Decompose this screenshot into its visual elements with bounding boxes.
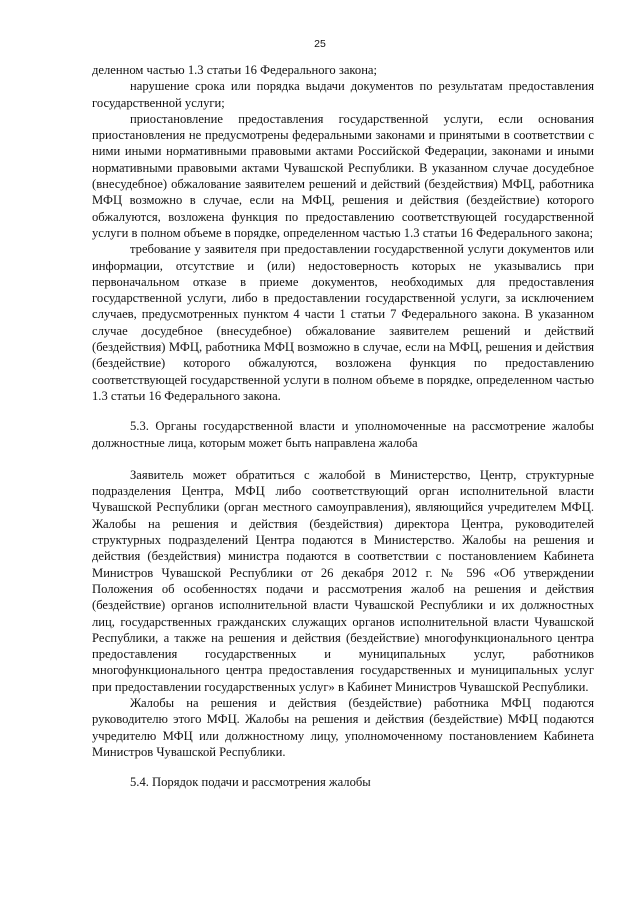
section-5-3-heading: 5.3. Органы государственной власти и уполномоченные на рассмотрение жалобы должностные лица, которым может быть направлена жалоба [92,419,594,450]
spacer [92,451,594,467]
section-5-3-paragraph-applicant: Заявитель может обратиться с жалобой в Министерство, Центр, структурные подразделения Центра, МФЦ либо соответствующий орган исполнительной власти Чувашской Республики (орган местного самоуправления), являющийся учредителем МФЦ. Жалобы на решения и действия (бездействия) директора Центра, руководителей структурных подразделений Центра подаются в Министерство. Жалобы на решения и действия (бездействия) министра подаются в соответствии с постановлением Кабинета Министров Чувашской Республики от 26 декабря 2012 г. № 596 «Об утверждении Положения об особенностях подачи и рассмотрения жалоб на решения и действия (бездействие) органов исполнительной власти Чувашской Республики и их должностных лиц, государственных гражданских служащих органов исполнительной власти Чувашской Республики, а также на решения и действия (бездействие) многофункционального центра предоставления государственных и муниципальных услуг, работников многофункционального центра предоставления государственных и муниципальных услуг при предоставлении государственных услуг» в Кабинет Министров Чувашской Республики. [92,467,594,694]
page-content [92,62,594,790]
section-5-4-heading: 5.4. Порядок подачи и рассмотрения жалобы [130,775,371,790]
spacer [92,404,594,418]
section-5-3-paragraph-mfc-complaints: Жалобы на решения и действия (бездействие) работника МФЦ подаются руководителю этого МФЦ. Жалобы на решения и действия (бездействие) МФЦ подаются учредителю МФЦ или должностному лицу, уполномоченному постановлением Кабинета Министров Чувашской Республики. [92,695,594,759]
spacer [92,760,594,774]
paragraph-continuation: деленном частью 1.3 статьи 16 Федерального закона; [92,63,378,77]
paragraph-deadline-violation: нарушение срока или порядка выдачи документов по результатам предоставления государственной услуги; [92,79,594,110]
paragraph-document-requirement: требование у заявителя при предоставлении государственной услуги документов или информации, отсутствие и (или) недостоверность которых не указывались при первоначальном отказе в приеме документов, необходимых для предоставления государственной услуги, либо в предоставлении государственной услуги, за исключением случаев, предусмотренных пунктом 4 части 1 статьи 7 Федерального закона. В указанном случае досудебное (внесудебное) обжалование заявителем решений и действий (бездействия) МФЦ, работника МФЦ возможно в случае, если на МФЦ, решения и действия (бездействие) которого обжалуются, возложена функция по предоставлению соответствующей государственной услуги в полном объеме в порядке, определенном частью 1.3 статьи 16 Федерального закона. [92,242,594,403]
paragraph-suspension: приостановление предоставления государственной услуги, если основания приостановления не предусмотрены федеральными законами и принятыми в соответствии с ними иными нормативными правовыми актами Российской Федерации, законами и иными нормативными правовыми актами Чувашской Республики. В указанном случае досудебное (внесудебное) обжалование заявителем решений и действий (бездействия) МФЦ, работника МФЦ возможно в случае, если на МФЦ, решения и действия (бездействие) которого обжалуются, возложена функция по предоставлению соответствующей государственной услуги в полном объеме в порядке, определенном частью 1.3 статьи 16 Федерального закона; [92,111,594,240]
page-number: 25 [314,38,326,50]
